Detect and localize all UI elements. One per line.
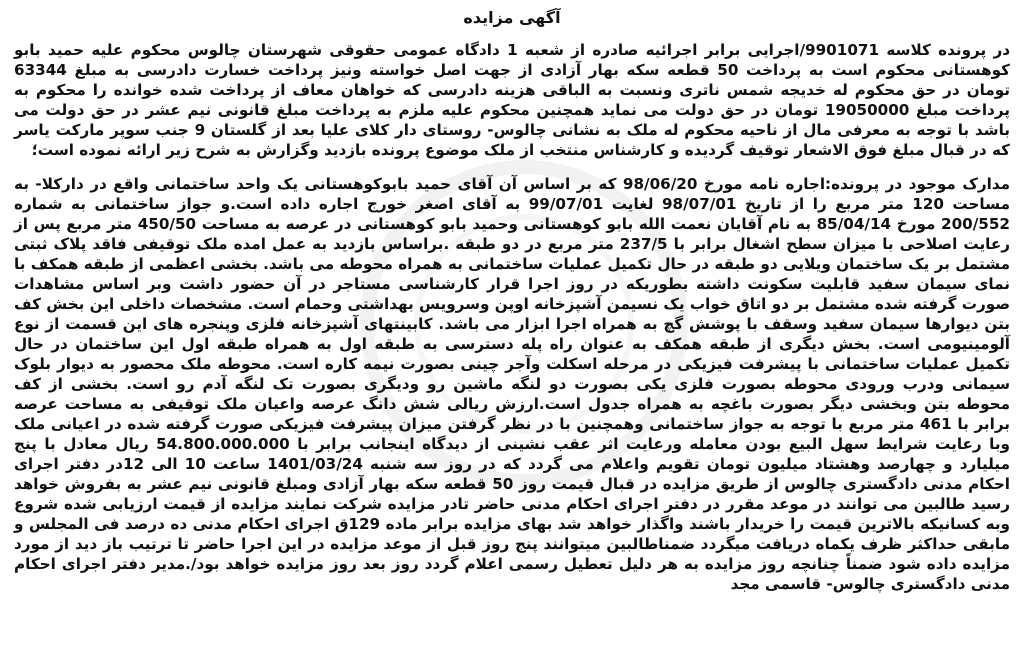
notice-title: آگهی مزایده	[463, 8, 561, 27]
notice-paragraph-case: در پرونده کلاسه 9901071/اجرایی برابر اجرائیه صادره از شعبه 1 دادگاه عمومی حقوقی شهرستان چالوس محکوم علیه حمید بابو کوهستانی محکوم است به پرداخت 50 قطعه سکه بهار آزادی از جهت اصل خواسته ونیز پرداخت خسارت دادرسی به مبلغ 63344 تومان در حق محکوم له خدیجه شمس ناتری ونسبت به الباقی هزینه دادرسی که خواهان معاف از پرداخت شده خوانده را محکوم به پرداخت مبلغ 19050000 تومان در حق دولت می نماید همچنین محکوم علیه ملزم به پرداخت مبلغ قانونی نیم عشر در حق دولت می باشد با توجه به معرفی مال از ناحیه محکوم له ملک به نشانی چالوس- روستای دار کلای علیا بعد از گلستان 9 جنب سوپر مارکت یاسر که در قبال مبلغ فوق الاشعار توقیف گردیده و کارشناس منتخب از ملک موضوع پرونده بازدید وگزارش به شرح زیر ارائه نموده است؛	[14, 41, 1011, 159]
notice-paragraph-details: مدارک موجود در پرونده:اجاره نامه مورخ 98/06/20 که بر اساس آن آقای حمید بابوکوهستانی یک واحد ساختمانی واقع در دارکلا- به مساحت 120 متر مربع را از تاریخ 98/07/01 لغایت 99/07/01 به آقای اصغر خورج اجاره داده است.و جواز ساختمانی به شماره 200/552 مورخ 85/04/14 به نام آقایان نعمت الله بابو کوهستانی وحمید بابو کوهستانی در عرصه به مساحت 450/50 متر مربع پس از رعایت اصلاحی با میزان سطح اشغال برابر با 237/5 متر مربع در دو طبقه .براساس بازدید به عمل امده ملک توقیفی فاقد پلاک ثبتی مشتمل بر یک ساختمان ویلایی دو طبقه در حال تکمیل عملیات ساختمانی به همراه محوطه می باشد. بخشی اعظمی از طبقه همکف با نمای سیمان سفید قابلیت سکونت داشته بطوریکه در روز اجرا قرار کارشناسی مستاجر در آن حضور داشت وبر اساس مشاهدات صورت گرفته شده مشتمل بر دو اتاق خواب یک نسیمن آشپزخانه اوپن وسرویس بهداشتی وحمام است. مشخصات داخلی این بخش کف بتن دیوارها سیمان سفید وسقف با پوشش گچ به همراه اجرا ابزار می باشد. کابینتهای آشپزخانه فلزی وپنجره های این قسمت از نوع آلومینیومی است. بخش دیگری از طبقه همکف به عنوان راه پله دسترسی به طبقه اول به همراه طبقه اول این ساختمان در حال تکمیل عملیات ساختمانی با پیشرفت فیزیکی در مرحله اسکلت وآجر چینی بصورت نیمه کاره است. محوطه ملک محصور به دیوار بلوک سیمانی ودرب ورودی محوطه بصورت فلزی یکی بصورت دو لنگه ماشین رو ودیگری بصورت تک لنگه آدم رو است. بخشی از کف محوطه بتن وبخشی دیگر بصورت باغچه به همراه جدول است.ارزش ریالی شش دانگ عرصه واعیان ملک توقیفی به مساحت عرصه برابر با 461 متر مربع با توجه به جواز ساختمانی وهمچنین با در نظر گرفتن میزان پیشرفت فیزیکی صورت گرفته شده در اعیانی ملک وبا رعایت شرایط سهل البیع بودن معامله ورعایت اثر عقب نشینی از دیدگاه اینجانب برابر با 54.800.000.000 ریال معادل با پنج میلیارد و چهارصد وهشتاد میلیون تومان تقویم واعلام می گردد که در روز سه شنبه 1401/03/24 ساعت 10 الی 12در دفتر اجرای احکام مدنی دادگستری چالوس از طریق مزایده در قبال قیمت روز 50 قطعه سکه بهار آزادی ومبلغ قانونی نیم عشر به بفروش خواهد رسید طالبین می توانند در موعد مقرر در دفتر اجرای احکام مدنی حاضر تادر مزایده شرکت نمایند مزایده از قیمت ارزیابی شده شروع وبه کسانیکه بالاترین قیمت را خریدار باشند واگذار خواهد شد بهای مزایده برابر ماده 129ق اجرای احکام مدنی ده درصد فی المجلس و مابقی حداکثر ظرف یکماه دریافت میگردد ضمناطالبین میتوانند پنج روز قبل از موعد مزایده در این اجرا حاضر تا ترتیب باز دید از مورد مزایده داده شود ضمناً چنانچه روز مزایده به هر دلیل تعطیل رسمی اعلام گردد روز بعد روز مزایده خواهد بود/.مدیر دفتر اجرای احکام مدنی دادگستری چالوس- قاسمی مجد	[14, 175, 1010, 593]
